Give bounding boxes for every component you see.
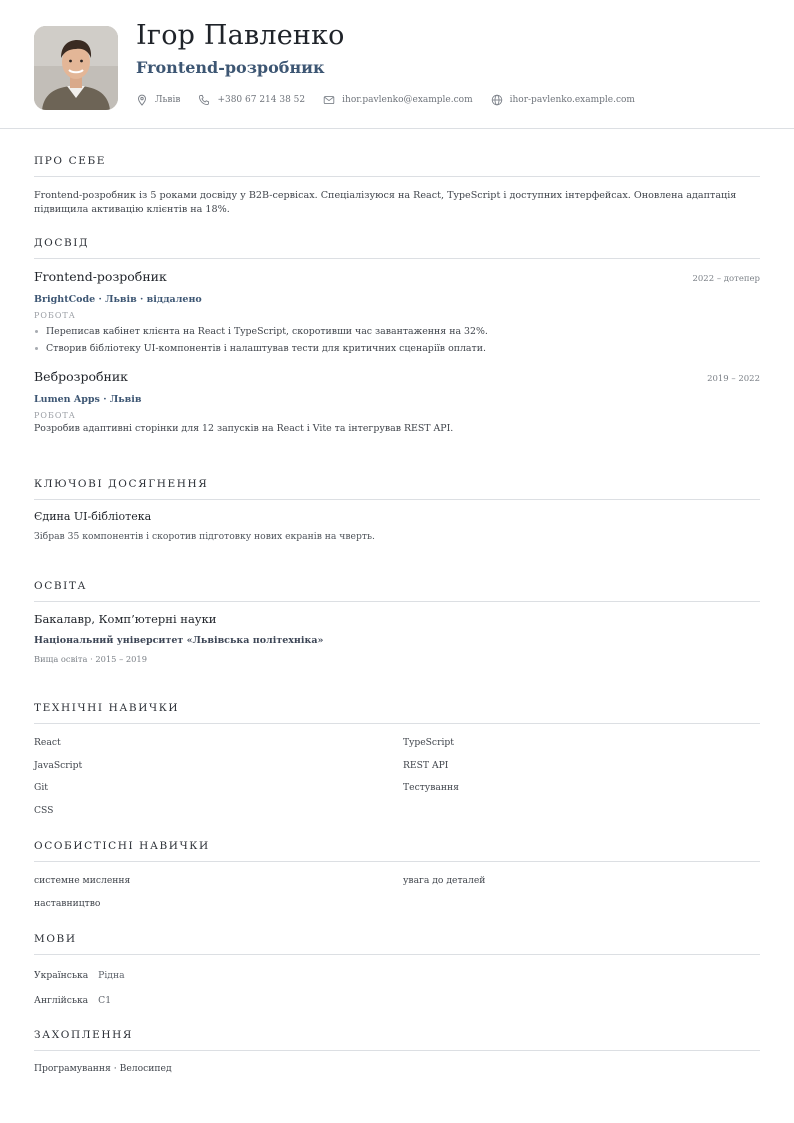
contact-website[interactable] <box>491 94 635 106</box>
about-text: Frontend-розробник із 5 роками досвіду у B2B-сервісах. Спеціалізуюся на React, TypeScript і доступних інтерфейсах. Оновлена адаптація підвищила активацію клієнтів на 18%. <box>34 190 737 215</box>
contact-phone-text: +380 67 214 38 52 <box>217 95 306 105</box>
skill-item: JavaScript <box>34 759 83 771</box>
language-name: Українська <box>34 970 89 981</box>
job-entry <box>34 269 760 357</box>
achievement-description: Зібрав 35 компонентів і скоротив підготовку нових екранів на чверть. <box>34 531 375 542</box>
language-level: Рідна <box>98 970 125 981</box>
achievement-title: Єдина UI-бібліотека <box>34 510 152 523</box>
candidate-name: Ігор Павленко <box>136 20 345 51</box>
job-company: Lumen Apps · Львів <box>34 394 142 405</box>
education-degree: Бакалавр, Комп’ютерні науки <box>34 612 217 626</box>
contact-list <box>136 94 653 106</box>
skill-item: системне мислення <box>34 875 131 886</box>
job-header <box>34 369 760 384</box>
tech-skills-grid <box>34 732 760 822</box>
contact-location <box>136 94 180 106</box>
job-label: РОБОТА <box>34 411 76 420</box>
section-title-soft-skills: ОСОБИСТІСНІ НАВИЧКИ <box>34 840 760 862</box>
section-hobbies <box>34 1029 760 1074</box>
job-description: Розробив адаптивні сторінки для 12 запусків на React і Vite та інтегрував REST API. <box>34 423 454 434</box>
section-languages <box>34 933 760 1013</box>
candidate-role: Frontend-розробник <box>136 58 325 77</box>
globe-icon <box>491 94 503 106</box>
skill-item: наставництво <box>34 897 101 909</box>
section-achievements <box>34 478 760 542</box>
hobbies-text: Програмування · Велосипед <box>34 1063 172 1074</box>
list-item: Створив бібліотеку UI-компонентів і налаштував тести для критичних сценаріїв оплати. <box>34 340 760 357</box>
section-tech-skills <box>34 702 760 822</box>
job-entry <box>34 369 760 434</box>
contact-phone[interactable] <box>198 94 305 106</box>
skill-item: TypeScript <box>403 737 454 748</box>
location-pin-icon <box>136 94 148 106</box>
contact-email[interactable] <box>323 94 472 106</box>
job-bullets <box>34 323 760 357</box>
skill-item: Тестування <box>403 782 459 793</box>
language-name: Англійська <box>34 995 89 1006</box>
section-title-languages: МОВИ <box>34 933 760 955</box>
section-title-hobbies: ЗАХОПЛЕННЯ <box>34 1029 760 1051</box>
phone-icon <box>198 94 210 106</box>
avatar <box>34 26 118 110</box>
job-label: РОБОТА <box>34 311 76 320</box>
profile-photo-icon <box>34 26 118 110</box>
soft-skills-grid <box>34 870 760 915</box>
skill-item: Git <box>34 782 48 793</box>
contact-email-text: ihor.pavlenko@example.com <box>342 95 473 105</box>
skill-item: REST API <box>403 759 449 771</box>
job-title: Frontend-розробник <box>34 269 167 284</box>
job-company: BrightCode · Львів · віддалено <box>34 294 202 305</box>
list-item: Переписав кабінет клієнта на React і TypeScript, скоротивши час завантаження на 32%. <box>34 323 760 340</box>
skill-item: увага до деталей <box>403 875 486 886</box>
section-education <box>34 580 760 664</box>
section-experience <box>34 237 760 434</box>
contact-location-text: Львів <box>155 95 181 105</box>
section-title-experience: ДОСВІД <box>34 237 760 259</box>
languages-list <box>34 963 760 1013</box>
job-dates: 2022 – дотепер <box>692 274 760 284</box>
section-title-about: ПРО СЕБЕ <box>34 155 760 177</box>
resume-header <box>0 0 794 129</box>
job-title: Веброзробник <box>34 369 128 384</box>
section-title-achievements: КЛЮЧОВІ ДОСЯГНЕННЯ <box>34 478 760 500</box>
job-header <box>34 269 760 284</box>
education-school: Національний університет «Львівська політехніка» <box>34 635 324 646</box>
section-title-education: ОСВІТА <box>34 580 760 602</box>
language-level: C1 <box>98 995 112 1006</box>
contact-website-text: ihor-pavlenko.example.com <box>509 95 635 105</box>
section-title-tech-skills: ТЕХНІЧНІ НАВИЧКИ <box>34 702 760 724</box>
education-meta: Вища освіта · 2015 – 2019 <box>34 654 147 664</box>
job-dates: 2019 – 2022 <box>707 374 760 384</box>
language-row <box>34 963 760 988</box>
skill-item: CSS <box>34 804 54 816</box>
section-soft-skills <box>34 840 760 915</box>
section-about <box>34 155 760 217</box>
language-row <box>34 988 760 1013</box>
mail-icon <box>323 94 335 106</box>
skill-item: React <box>34 737 61 748</box>
